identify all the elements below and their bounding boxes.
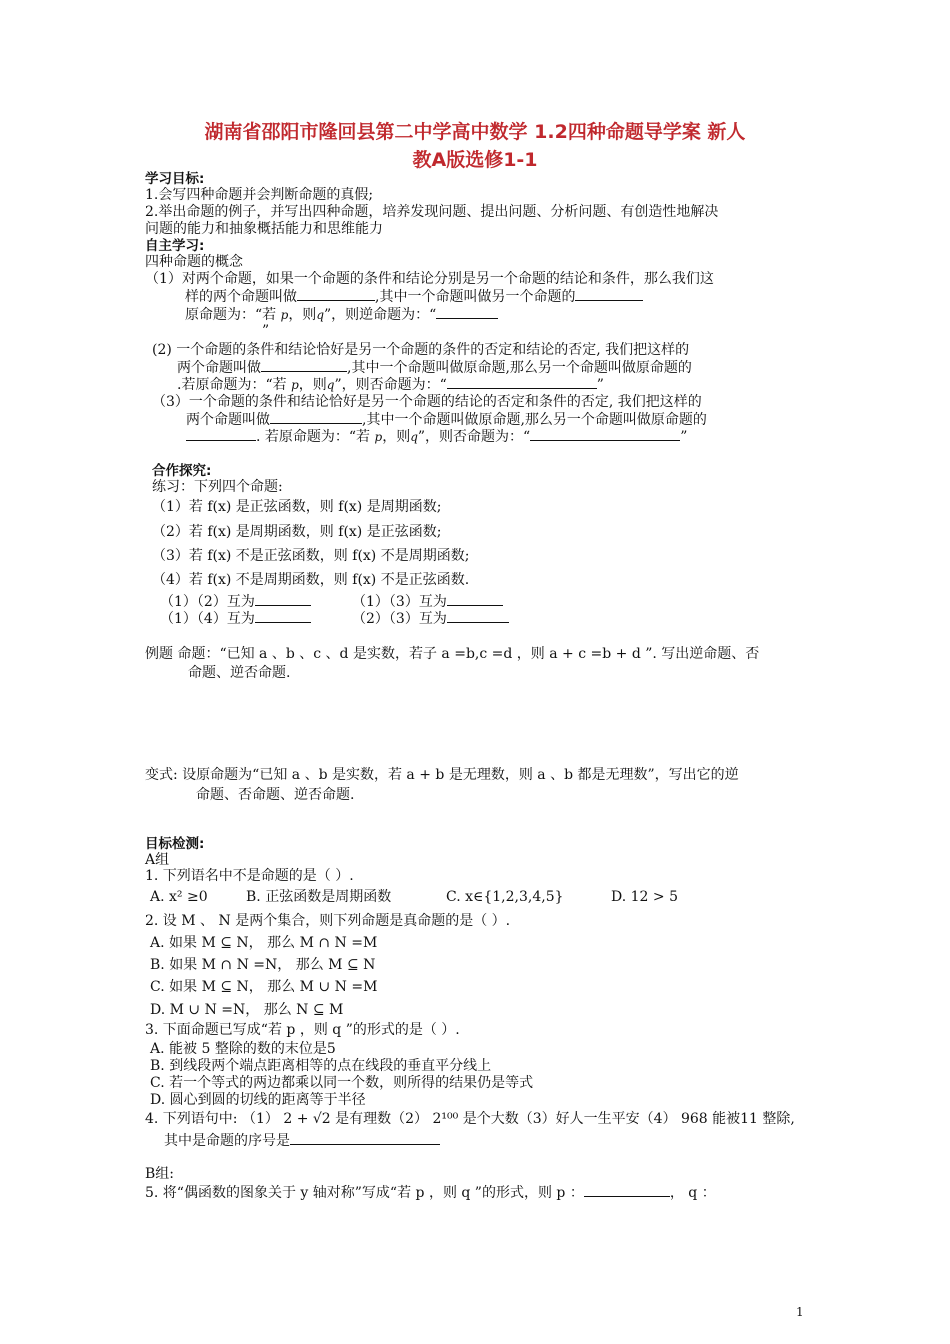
group-a: A组 bbox=[145, 852, 170, 868]
para1-text-d: ，则 bbox=[288, 307, 317, 323]
q4-prompt: 其中是命题的序号是 bbox=[164, 1133, 290, 1149]
question-1: 1. 下列语名中不是命题的是（ ）. bbox=[145, 868, 354, 884]
para1-line1: （1）对两个命题，如果一个命题的条件和结论分别是另一个命题的结论和条件，那么我们这 bbox=[145, 271, 714, 287]
question-2: 2. 设 M 、 N 是两个集合，则下列命题是真命题的是（ ）. bbox=[145, 913, 511, 929]
para1-text-e: ”，则逆命题为：“ bbox=[324, 307, 437, 323]
blank-1[interactable] bbox=[297, 287, 375, 301]
q1-option-d: D. 12 > 5 bbox=[611, 889, 678, 905]
var-p-3: p bbox=[374, 430, 383, 444]
para1-line3 bbox=[185, 305, 498, 324]
para2-line1: (2) 一个命题的条件和结论恰好是另一个命题的条件的否定和结论的否定, 我们把这样的 bbox=[152, 342, 690, 358]
q2-option-c: C. 如果 M ⊆ N， 那么 M ∪ N =M bbox=[150, 979, 378, 995]
para3-line1: （3）一个命题的条件和结论恰好是另一个命题的结论的否定和条件的否定, 我们把这样的 bbox=[152, 394, 702, 410]
relation-1-4 bbox=[160, 609, 311, 628]
example-line2: 命题、逆否命题. bbox=[188, 665, 291, 681]
var-p-2: p bbox=[291, 378, 299, 392]
para3-text-d: ，则 bbox=[382, 429, 411, 445]
coop-item-1: （1）若 f(x) 是正弦函数，则 f(x) 是周期函数; bbox=[152, 499, 442, 515]
question-5 bbox=[145, 1183, 716, 1202]
blank-6[interactable] bbox=[270, 410, 362, 424]
para1-line4: ” bbox=[262, 323, 270, 339]
blank-8[interactable] bbox=[530, 427, 680, 441]
para3-text-a: 两个命题叫做 bbox=[186, 412, 270, 428]
para3-line3 bbox=[186, 427, 687, 446]
para2-text-a: 两个命题叫做 bbox=[177, 360, 261, 376]
q2-option-d: D. M ∪ N =N， 那么 N ⊆ M bbox=[150, 1002, 344, 1018]
para2-text-d: ，则 bbox=[298, 377, 327, 393]
coop-item-3: （3）若 f(x) 不是正弦函数，则 f(x) 不是周期函数; bbox=[152, 548, 470, 564]
para1-text-c: 原命题为：“若 bbox=[185, 307, 277, 323]
relation-label: （1）（4）互为 bbox=[160, 611, 255, 627]
q1-option-c: C. x∈{1,2,3,4,5} bbox=[446, 889, 564, 905]
var-q-2: q bbox=[326, 378, 335, 392]
relation-2-3 bbox=[352, 609, 509, 628]
var-q: q bbox=[316, 308, 324, 322]
q3-option-d: D. 圆心到圆的切线的距离等于半径 bbox=[150, 1092, 366, 1108]
page-number: 1 bbox=[796, 1305, 804, 1319]
q1-option-a: A. x² ≥0 bbox=[150, 889, 208, 905]
para2-text-b: ,其中一个命题叫做原命题,那么另一个命题叫做原命题的 bbox=[347, 360, 692, 376]
doc-title-line2: 教A版选修1-1 bbox=[412, 149, 538, 171]
concept-title: 四种命题的概念 bbox=[145, 254, 243, 270]
var-p: p bbox=[280, 308, 289, 322]
blank-13[interactable] bbox=[290, 1131, 440, 1145]
goal-item-2: 2.举出命题的例子，并写出四种命题，培养发现问题、提出问题、分析问题、有创造性地解决 bbox=[145, 204, 719, 220]
blank-9[interactable] bbox=[255, 592, 311, 606]
coop-intro: 练习：下列四个命题: bbox=[152, 479, 283, 495]
para1-line2 bbox=[185, 287, 643, 306]
var-q-3: q bbox=[410, 430, 418, 444]
blank-4[interactable] bbox=[261, 358, 347, 372]
blank-5[interactable] bbox=[447, 375, 597, 389]
question-4-line1: 4. 下列语句中: （1） 2 + √2 是有理数（2） 2¹⁰⁰ 是个大数（3）好人一生平安（4） 968 能被11 整除, bbox=[145, 1111, 795, 1127]
para2-line3 bbox=[177, 375, 604, 394]
relation-label: （1）（2）互为 bbox=[160, 594, 255, 610]
blank-7[interactable] bbox=[186, 427, 256, 441]
q2-option-a: A. 如果 M ⊆ N， 那么 M ∩ N =M bbox=[150, 935, 378, 951]
q2-option-b: B. 如果 M ∩ N =N， 那么 M ⊆ N bbox=[150, 957, 376, 973]
coop-heading: 合作探究: bbox=[152, 463, 212, 479]
question-3: 3. 下面命题已写成“若 p ，则 q ”的形式的是（ ）. bbox=[145, 1022, 460, 1038]
blank-2[interactable] bbox=[575, 287, 643, 301]
variant-line2: 命题、否命题、逆否命题. bbox=[196, 787, 355, 803]
q3-option-a: A. 能被 5 整除的数的末位是5 bbox=[150, 1041, 336, 1057]
para2-text-e: ”，则否命题为：“ bbox=[334, 377, 447, 393]
q3-option-c: C. 若一个等式的两边都乘以同一个数，则所得的结果仍是等式 bbox=[150, 1075, 534, 1091]
example-line1: 例题 命题：“已知 a 、b 、c 、d 是实数，若子 a =b,c =d ，则 a + c =b + d ”. 写出逆命题、否 bbox=[145, 646, 760, 662]
para3-text-f: ” bbox=[680, 429, 688, 445]
q5-prompt-b: ， q ： bbox=[669, 1185, 716, 1201]
doc-title-line1: 湖南省邵阳市隆回县第二中学高中数学 1.2四种命题导学案 新人 bbox=[204, 121, 746, 143]
para2-text-f: ” bbox=[596, 377, 604, 393]
para3-text-c: . 若原命题为：“若 bbox=[256, 429, 371, 445]
q3-option-b: B. 到线段两个端点距离相等的点在线段的垂直平分线上 bbox=[150, 1058, 492, 1074]
para3-text-e: ”，则否命题为：“ bbox=[417, 429, 531, 445]
para2-text-c: .若原命题为：“若 bbox=[177, 377, 287, 393]
relation-label: （1）（3）互为 bbox=[352, 594, 447, 610]
blank-12[interactable] bbox=[447, 609, 509, 623]
variant-line1: 变式: 设原命题为“已知 a 、b 是实数，若 a + b 是无理数，则 a 、b 都是无理数”，写出它的逆 bbox=[145, 767, 739, 783]
coop-item-2: （2）若 f(x) 是周期函数，则 f(x) 是正弦函数; bbox=[152, 524, 442, 540]
goal-item-3: 问题的能力和抽象概括能力和思维能力 bbox=[145, 221, 383, 237]
coop-item-4: （4）若 f(x) 不是周期函数，则 f(x) 不是正弦函数. bbox=[152, 572, 470, 588]
q1-option-b: B. 正弦函数是周期函数 bbox=[246, 889, 392, 905]
para1-text-b: ,其中一个命题叫做另一个命题的 bbox=[375, 289, 576, 305]
blank-3[interactable] bbox=[436, 305, 498, 319]
goal-item-1: 1.会写四种命题并会判断命题的真假; bbox=[145, 187, 374, 203]
goals-heading: 学习目标: bbox=[145, 171, 205, 187]
para3-text-b: ,其中一个命题叫做原命题,那么另一个命题叫做原命题的 bbox=[362, 412, 707, 428]
self-study-heading: 自主学习: bbox=[145, 238, 205, 254]
blank-10[interactable] bbox=[447, 592, 503, 606]
blank-11[interactable] bbox=[255, 609, 311, 623]
test-heading: 目标检测: bbox=[145, 836, 205, 852]
question-4-line2 bbox=[164, 1131, 440, 1150]
relation-label: （2）（3）互为 bbox=[352, 611, 447, 627]
para1-text-a: 样的两个命题叫做 bbox=[185, 289, 297, 305]
q5-prompt: 5. 将“偶函数的图象关于 y 轴对称”写成“若 p ，则 q ”的形式，则 p ： bbox=[145, 1185, 584, 1201]
group-b: B组: bbox=[145, 1166, 175, 1182]
blank-14[interactable] bbox=[584, 1183, 670, 1197]
